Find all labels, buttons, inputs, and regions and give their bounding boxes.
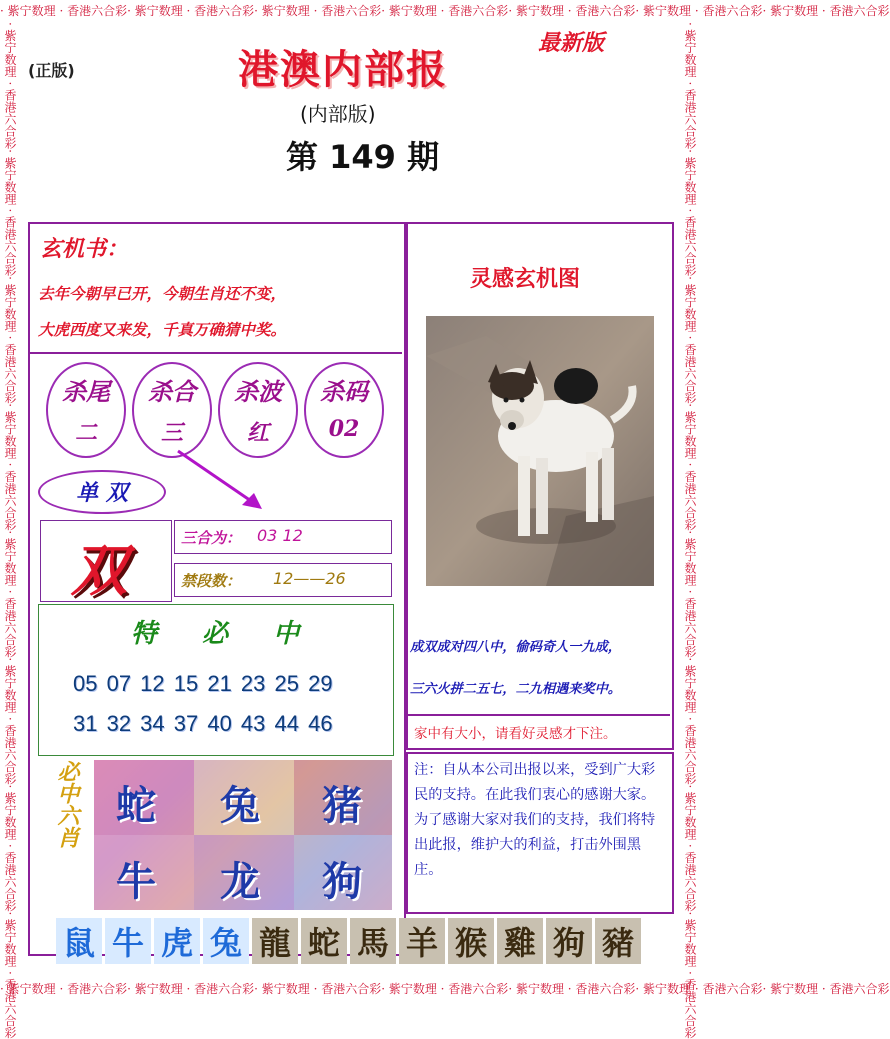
big-double-box (40, 520, 172, 602)
divider (30, 352, 402, 354)
six-zodiac-label: 必中六肖 (54, 760, 80, 848)
poem-line-2: 三六火拼二五七，二九相遇来奖中。 (410, 682, 621, 697)
zodiac-animal: 狗 (322, 858, 362, 905)
pick-bottom: 02 (328, 416, 360, 442)
zodiac-animal: 兔 (220, 782, 260, 829)
zodiac-tile-highlight: 兔 (203, 918, 249, 964)
pick-ellipse (132, 362, 212, 458)
poem-line-1: 成双成对四八中，偷码奇人一九成， (410, 640, 621, 655)
sanhe-box (174, 520, 392, 554)
pick-top: 杀波 (234, 377, 282, 406)
zodiac-tile: 馬 (350, 918, 396, 964)
zodiac-tile-highlight: 虎 (154, 918, 200, 964)
zodiac-tile: 蛇 (301, 918, 347, 964)
riddle-line-1: 去年今朝早已开，今朝生肖还不变， (38, 284, 287, 303)
zodiac-animal: 龙 (220, 858, 260, 905)
arrow-icon (170, 445, 270, 515)
zodiac-tile: 狗 (546, 918, 592, 964)
zodiac-tile: 雞 (497, 918, 543, 964)
pick-ellipse (46, 362, 126, 458)
zodiac-tile: 豬 (595, 918, 641, 964)
pick-top: 杀合 (148, 377, 196, 406)
right-panel-note: 家中有大小，请看好灵感才下注。 (414, 726, 617, 742)
edition-right: 最新版 (538, 30, 605, 56)
zodiac-tile-highlight: 鼠 (56, 918, 102, 964)
range-value: 12——26 (273, 569, 346, 588)
zodiac-tile: 猴 (448, 918, 494, 964)
notice-text: 注：自从本公司出报以来，受到广大彩民的支持。在此我们衷心的感谢大家。为了感谢大家对我们的支持，我们将特出此报，维护大的利益，打击外围黑庄。 (414, 762, 656, 878)
zodiac-image-grid (94, 760, 392, 910)
special-row-1: 05 07 12 15 21 23 25 29 (73, 671, 333, 696)
pick-top: 杀码 (320, 377, 368, 406)
issue-number: 第 149 期 (286, 138, 440, 176)
sanhe-value: 03 12 (257, 526, 303, 545)
zodiac-animal: 蛇 (116, 782, 156, 829)
range-label: 禁段数： (181, 572, 242, 590)
page-title: 港澳内部报 (238, 46, 448, 93)
zodiac-bar (56, 918, 644, 966)
bottom-border: · 紫宁数理 · 香港六合彩· 紫宁数理 · 香港六合彩· 紫宁数理 · 香港六合彩· 紫宁数理 · 香港六合彩· 紫宁数理 · 香港六合彩· 紫宁数理 · 香港六合彩· 紫宁数理 · 香港六合彩 (0, 978, 700, 1000)
zodiac-animal: 猪 (322, 782, 362, 829)
single-double-ellipse (38, 470, 166, 514)
right-border: · 紫宁数理 · 香港六合彩· 紫宁数理 · 香港六合彩· 紫宁数理 · 香港六合彩· 紫宁数理 · 香港六合彩· 紫宁数理 · 香港六合彩· 紫宁数理 · 香港六合彩· 紫宁数理 · 香港六合彩· 紫宁数理 · 香港六合彩 (683, 22, 697, 1039)
pick-bottom: 红 (246, 420, 269, 446)
range-box (174, 563, 392, 597)
pick-ellipse (218, 362, 298, 458)
single-double-label: 单 双 (76, 480, 128, 506)
special-box (38, 604, 394, 756)
pick-bottom: 二 (74, 420, 97, 446)
zodiac-tile-highlight: 牛 (105, 918, 151, 964)
riddle-line-2: 大虎西度又来发，千真万确猜中奖。 (38, 320, 287, 339)
sanhe-label: 三合为： (181, 529, 242, 547)
zodiac-tile: 羊 (399, 918, 445, 964)
zodiac-animal: 牛 (116, 858, 156, 905)
pick-bottom: 三 (160, 420, 183, 446)
border-text: · 紫宁数理 · 香港六合彩 (0, 4, 128, 18)
pick-ellipse (304, 362, 384, 458)
riddle-heading: 玄机书： (40, 236, 129, 262)
pick-top: 杀尾 (62, 377, 110, 406)
left-border: · 紫宁数理 · 香港六合彩· 紫宁数理 · 香港六合彩· 紫宁数理 · 香港六合彩· 紫宁数理 · 香港六合彩· 紫宁数理 · 香港六合彩· 紫宁数理 · 香港六合彩· 紫宁数理 · 香港六合彩· 紫宁数理 · 香港六合彩 (3, 22, 17, 1039)
special-heading: 特 必 中 (131, 619, 318, 649)
edition-left: (正版) (28, 61, 75, 80)
right-panel-heading: 灵感玄机图 (470, 266, 581, 292)
top-border: · 紫宁数理 · 香港六合彩· 紫宁数理 · 香港六合彩· 紫宁数理 · 香港六合彩· 紫宁数理 · 香港六合彩· 紫宁数理 · 香港六合彩· 紫宁数理 · 香港六合彩· 紫宁数理 · 香港六合彩 (0, 0, 700, 22)
big-double-text: 双 (71, 538, 127, 604)
special-row-2: 31 32 34 37 40 43 44 46 (73, 711, 333, 736)
page-subtitle: (内部版) (300, 102, 376, 126)
divider (408, 714, 670, 716)
zodiac-tile: 龍 (252, 918, 298, 964)
dog-photo (426, 316, 654, 586)
